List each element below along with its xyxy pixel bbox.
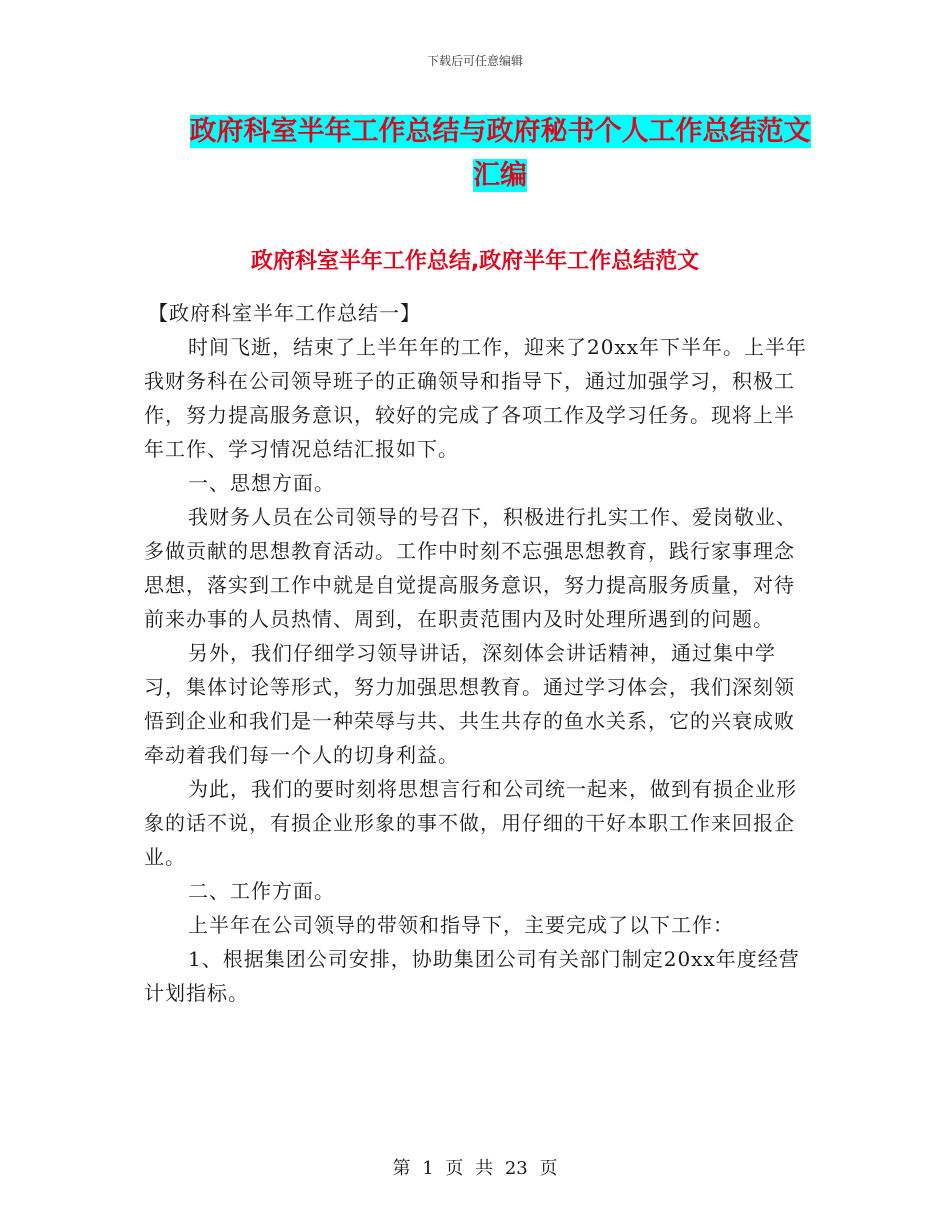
paragraph: 上半年在公司领导的带领和指导下，主要完成了以下工作： — [188, 913, 734, 937]
header-note: 下载后可任意编辑 — [426, 54, 523, 68]
paragraph-heading: 二、工作方面。 — [188, 879, 335, 903]
title-line-1: 政府科室半年工作总结与政府秘书个人工作总结范文 — [189, 116, 811, 147]
document-body — [144, 296, 810, 1010]
document-title — [160, 110, 840, 198]
section-subtitle: 政府科室半年工作总结,政府半年工作总结范文 — [250, 249, 700, 274]
paragraph: 我财务人员在公司领导的号召下，积极进行扎实工作、爱岗敬业、多做贡献的思想教育活动。工作中时刻不忘强思想教育，践行家事理念思想，落实到工作中就是自觉提高服务意识，努力提高服务质量，对待前来办事的人员热情、周到，在职责范围内及时处理所遇到的问题。 — [144, 505, 797, 631]
paragraph: 1、根据集团公司安排，协助集团公司有关部门制定20xx年度经营计划指标。 — [144, 947, 800, 1005]
section-heading: 【政府科室半年工作总结一】 — [148, 301, 421, 325]
paragraph-heading: 一、思想方面。 — [188, 471, 335, 495]
paragraph: 时间飞逝，结束了上半年年的工作，迎来了20xx年下半年。上半年我财务科在公司领导班子的正确领导和指导下，通过加强学习，积极工作，努力提高服务意识，较好的完成了各项工作及学习任务。现将上半年工作、学习情况总结汇报如下。 — [144, 335, 808, 461]
paragraph: 为此，我们的要时刻将思想言行和公司统一起来，做到有损企业形象的话不说，有损企业形象的事不做，用仔细的干好本职工作来回报企业。 — [144, 777, 797, 869]
title-line-2: 汇编 — [473, 160, 527, 191]
paragraph: 另外，我们仔细学习领导讲话，深刻体会讲话精神，通过集中学习，集体讨论等形式，努力加强思想教育。通过学习体会，我们深刻领悟到企业和我们是一种荣辱与共、共生共存的鱼水关系，它的兴衰成败牵动着我们每一个人的切身利益。 — [144, 641, 795, 767]
page-footer: 第 1 页 共 23 页 — [392, 1158, 558, 1179]
